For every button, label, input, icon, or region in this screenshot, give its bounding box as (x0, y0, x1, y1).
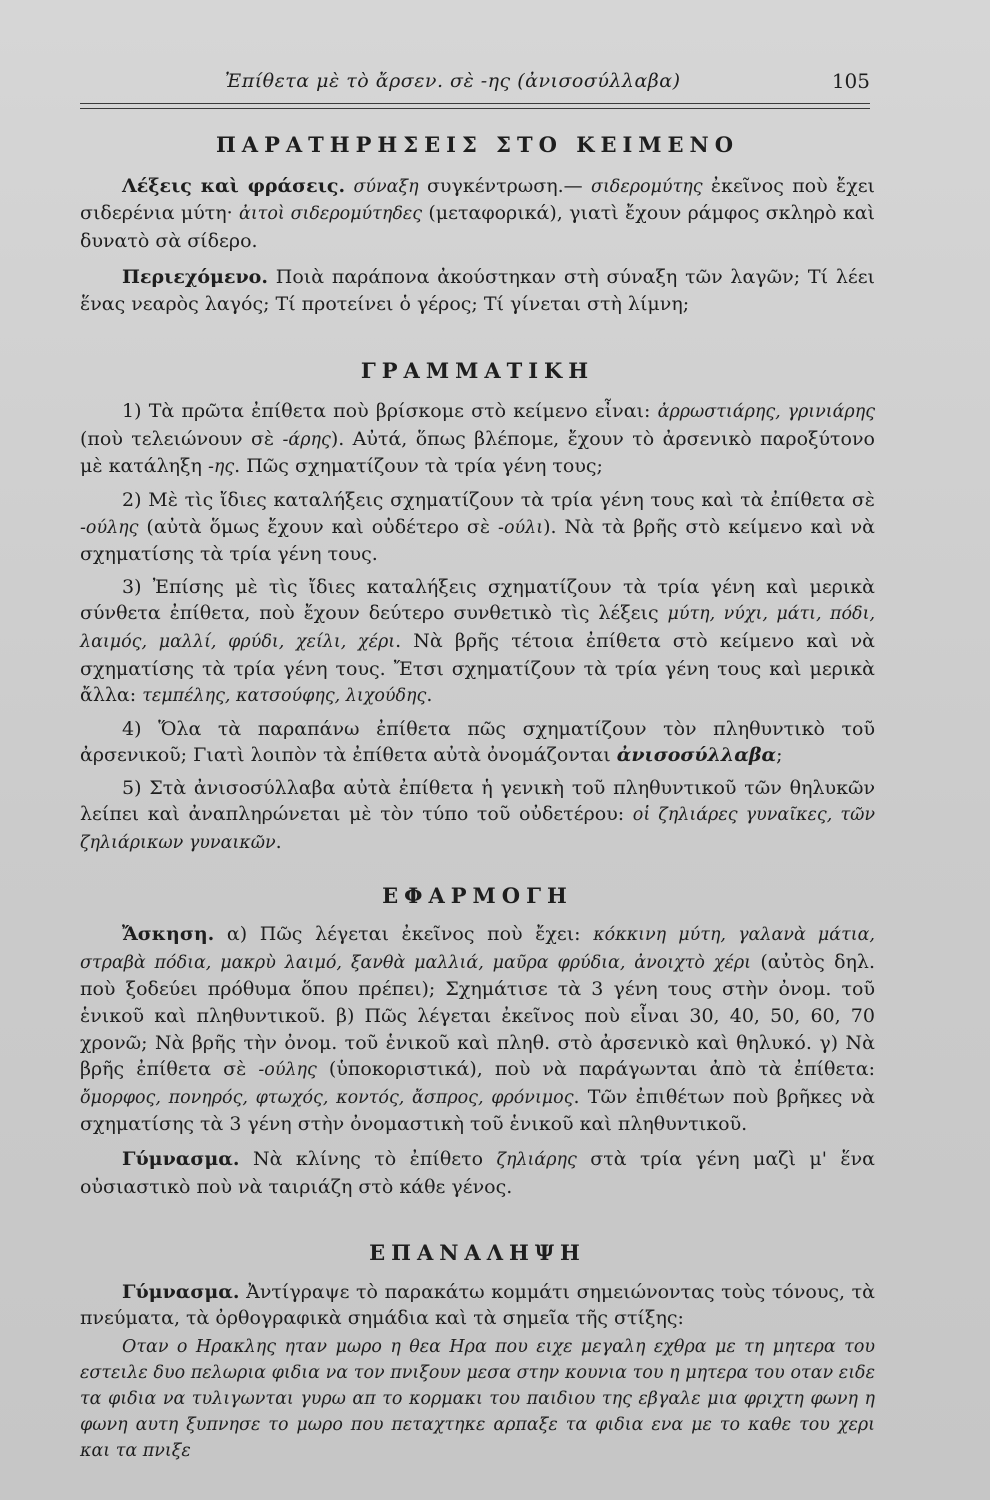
page-content (80, 132, 875, 1464)
text: Ποιὰ παράπονα ἀκούστηκαν στὴ σύναξη τῶν λαγῶν; Τί λέει ἕνας νεαρὸς λαγός; Τί προτείνει ὁ γέρος; Τί γίνεται στὴ λίμνη; (80, 266, 875, 315)
running-header (80, 70, 870, 100)
drill-paragraph (80, 1146, 875, 1200)
text: . (275, 831, 282, 854)
term: -ούλης (80, 517, 139, 538)
term: -ούλης (258, 1060, 317, 1081)
grammar-item-2 (80, 487, 875, 568)
text: α) Πῶς λέγεται ἐκεῖνος ποὺ ἔχει: (214, 923, 594, 946)
review-drill-paragraph (80, 1279, 875, 1332)
text: . Πῶς σχηματίζουν τὰ τρία γένη τους; (234, 455, 603, 478)
term-synaxi: σύναξη (353, 176, 419, 197)
term-sideromytis: σιδερομύτης (591, 176, 703, 197)
text: (ὑποκοριστικά), ποὺ νὰ παράγωνται ἀπὸ τὰ ἐπίθετα: (316, 1058, 875, 1081)
label-lexeis: Λέξεις καὶ φράσεις. (122, 174, 346, 197)
paragraph-lexeis (80, 173, 875, 255)
term: κόκκινη μύτη, γαλανὰ μάτια, στραβὰ πόδια, μακρὺ λαιμό, ξανθὰ μαλλιά, μαῦρα φρύδια, ἀνοιχτὸ χέρι (80, 925, 875, 973)
text: (αὐτὸς δηλ. ποὺ ξοδεύει πρόθυμα ὅπου πρέπει); Σχημάτισε τὰ 3 γένη τους στὴν ὀνομ. τοῦ ἑνικοῦ καὶ πληθυντικοῦ. β) Πῶς λέγεται ἐκεῖνος ποὺ εἶναι 30, 40, 50, 60, 70 χρονῶ; Νὰ βρῆς τὴν ὀνομ. τοῦ ἑνικοῦ καὶ πληθ. στὸ ἀρσενικὸ καὶ θηλυκό. γ) Νὰ βρῆς ἐπίθετα σὲ (80, 950, 875, 1081)
text: . (426, 684, 433, 707)
term-aitoi: ἀιτοὶ σιδερομύτηδες (239, 204, 423, 225)
text: ; (776, 744, 783, 767)
section-title-grammar: ΓΡΑΜΜΑΤΙΚΗ (360, 357, 595, 383)
term: μύτη, νύχι, μάτι, πόδι, λαιμός, μαλλί, φρύδι, χείλι, χέρι (80, 604, 876, 652)
paragraph-periexomeno (80, 264, 875, 317)
excerpt-text: Οταν ο Ηρακλης ηταν μωρο η θεα Ηρα που ειχε μεγαλη εχθρα με τη μητερα του εστειλε δυο πελωρια φιδια να τον πνιξουν μεσα στην κουνια του η μητερα του οταν ειδε τα φιδια να τυλιγωνται γυρω απ το κορμακι του παιδιου της εβγαλε μια φριχτη φωνη η φωνη αυτη ξυπνησε το μωρο που πεταχτηκε αρπαξε τα φιδια ενα με το καθε του χερι και τα πνιξε (80, 1336, 875, 1461)
text: 4) Ὅλα τὰ παραπάνω ἐπίθετα πῶς σχηματίζουν τὸν πληθυντικὸ τοῦ ἀρσενικοῦ; Γιατὶ λοιπὸν τὰ ἐπίθετα αὐτὰ ὀνομάζονται (80, 717, 875, 767)
text: Νὰ κλίνης τὸ ἐπίθετο (239, 1148, 497, 1170)
label-drill: Γύμνασμα. (122, 1148, 240, 1170)
section-title-observations: ΠΑΡΑΤΗΡΗΣΕΙΣ ΣΤΟ ΚΕΙΜΕΝΟ (215, 132, 740, 157)
text: . Νὰ βρῆς τέτοια ἐπίθετα στὸ κείμενο καὶ νὰ σχηματίσης τὰ τρία γένη τους. Ἔτσι σχηματίζουν τὰ τρία γένη τους καὶ μερικὰ ἄλλα: (80, 629, 876, 707)
text: . Τῶν ἐπιθέτων ποὺ βρῆκες νὰ σχηματίσης τὰ 3 γένη στὴν ὀνομαστικὴ τοῦ ἑνικοῦ καὶ πληθυντικοῦ. (80, 1085, 875, 1136)
term: ὄμορφος, πονηρός, φτωχός, κοντός, ἄσπρος, φρόνιμος (80, 1087, 574, 1108)
term: οἱ ζηλιάρες γυναῖκες, τῶν ζηλιάρικων γυναικῶν (80, 805, 876, 854)
section-title-application: ΕΦΑΡΜΟΓΗ (382, 882, 573, 908)
text: 5) Στὰ ἀνισοσύλλαβα αὐτὰ ἐπίθετα ἡ γενικὴ τοῦ πληθυντικοῦ τῶν θηλυκῶν λείπει καὶ ἀναπληρώνεται μὲ τὸν τύπο τοῦ οὐδετέρου: (80, 776, 875, 826)
text: ). Νὰ τὰ βρῆς στὸ κείμενο καὶ νὰ σχηματίσης τὰ τρία γένη τους. (80, 515, 876, 566)
term: τεμπέλης, κατσούφης, λιχούδης (142, 686, 427, 707)
label-review-drill: Γύμνασμα. (122, 1280, 240, 1303)
term: -άρης (282, 429, 331, 450)
page-number: 105 (831, 69, 870, 93)
grammar-item-5 (80, 775, 875, 857)
term: ἀρρωστιάρης, γρινιάρης (657, 402, 875, 423)
term: ζηλιάρης (496, 1150, 577, 1170)
text: (ποὺ τελειώνουν σὲ (80, 427, 283, 450)
text: 1) Τὰ πρῶτα ἐπίθετα ποὺ βρίσκομε στὸ κείμενο εἶναι: (122, 400, 658, 423)
grammar-item-1 (80, 398, 875, 481)
text: (αὐτὰ ὅμως ἔχουν καὶ οὐδέτερο σὲ (138, 515, 499, 538)
label-periexomeno: Περιεχόμενο. (122, 266, 268, 289)
term-anisosyllava: ἀνισοσύλλαβα (616, 744, 777, 767)
term: -ης (207, 457, 235, 478)
text: 3) Ἐπίσης μὲ τὶς ἴδιες καταλήξεις σχηματίζουν τὰ τρία γένη καὶ μερικὰ σύνθετα ἐπίθετα, ποὺ ἔχουν δεύτερο συνθετικὸ τὶς λέξεις (80, 575, 875, 625)
grammar-item-3 (80, 574, 875, 710)
text: Ἀντίγραψε τὸ παρακάτω κομμάτι σημειώνοντας τοὺς τόνους, τὰ πνεύματα, τὰ ὀρθογραφικὰ σημάδια καὶ τὰ σημεῖα τῆς στίξης: (80, 1280, 875, 1330)
text: (μεταφορικά), γιατὶ ἔχουν ράμφος σκληρὸ καὶ δυνατὸ σὰ σίδερο. (80, 202, 875, 252)
grammar-item-4 (80, 716, 875, 769)
exercise-paragraph (80, 921, 875, 1138)
section-title-review: ΕΠΑΝΑΛΗΨΗ (369, 1240, 586, 1266)
text: στὰ τρία γένη μαζὶ μ' ἕνα οὐσιαστικὸ ποὺ νὰ ταιριάζη στὸ κάθε γένος. (80, 1148, 875, 1198)
header-rule (80, 103, 870, 109)
text: ἐκεῖνος ποὺ ἔχει σιδερένια μύτη· (80, 174, 876, 225)
text: ). Αὐτά, ὅπως βλέπομε, ἔχουν τὸ ἀρσενικὸ παροξύτονο μὲ κατάληξη (80, 427, 875, 478)
label-exercise: Ἄσκηση. (122, 923, 215, 946)
term: -ούλι (498, 517, 544, 538)
text: συγκέντρωση.— (418, 174, 591, 197)
text: 2) Μὲ τὶς ἴδιες καταλήξεις σχηματίζουν τὰ τρία γένη τους καὶ τὰ ἐπίθετα σὲ (122, 488, 875, 511)
running-title: Ἐπίθετα μὲ τὸ ἄρσεν. σὲ -ης (ἀνισοσύλλαβα) (225, 70, 681, 92)
